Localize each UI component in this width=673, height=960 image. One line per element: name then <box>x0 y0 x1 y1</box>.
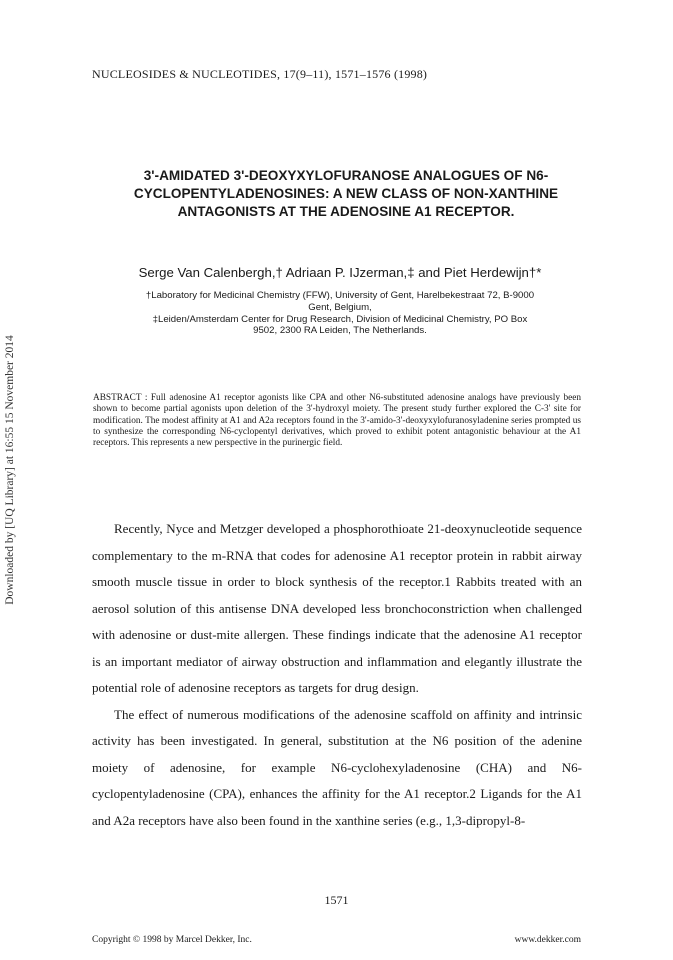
download-note-text: Downloaded by [UQ Library] at 16:55 15 November 2014 <box>4 335 16 605</box>
publisher-website: www.dekker.com <box>514 935 581 945</box>
page-number: 1571 <box>324 893 349 907</box>
title-line-1: 3'-AMIDATED 3'-DEOXYXYLOFURANOSE ANALOGUES OF N6- <box>143 168 549 183</box>
body-text <box>92 516 582 834</box>
download-watermark <box>0 0 20 960</box>
affiliations <box>110 290 570 337</box>
journal-header: NUCLEOSIDES & NUCLEOTIDES, 17(9–11), 1571–1576 (1998) <box>92 67 428 81</box>
body-paragraph-2: The effect of numerous modifications of the adenosine scaffold on affinity and intrinsic activity has been investigated. In general, substitution at the N6 position of the adenine moiety of adenosine, for example N6-cyclohexyladenosine (CHA) and N6-cyclopentyladenosine (CPA), enhances the affinity for the A1 receptor.2 Ligands for the A1 and A2a receptors have also been found in the xanthine series (e.g., 1,3-dipropyl-8- <box>92 706 582 828</box>
affiliation-line-2: Gent, Belgium, <box>308 301 372 313</box>
affiliation-line-1: †Laboratory for Medicinal Chemistry (FFW), University of Gent, Harelbekestraat 72, B-9000 <box>145 290 535 301</box>
title-line-3: ANTAGONISTS AT THE ADENOSINE A1 RECEPTOR. <box>177 204 515 219</box>
author-list: Serge Van Calenbergh,† Adriaan P. IJzerman,‡ and Piet Herdewijn†* <box>138 265 542 280</box>
affiliation-line-4: 9502, 2300 RA Leiden, The Netherlands. <box>253 325 427 337</box>
copyright-notice: Copyright © 1998 by Marcel Dekker, Inc. <box>92 935 252 945</box>
abstract: ABSTRACT : Full adenosine A1 receptor agonists like CPA and other N6-substituted adenosine analogs have previously been shown to become partial agonists upon deletion of the 3'-hydroxyl moiety. The present study further explored the C-3' site for modification. The modest affinity at A1 and A2a receptors found in the 3'-amido-3'-deoxyxylofuranosyladenine series prompted us to synthesize the corresponding N6-cyclopentyl derivatives, which proved to exhibit potent antagonistic behaviour at the A1 receptors. This represents a new perspective in the purinergic field. <box>93 393 581 449</box>
body-paragraph-1: Recently, Nyce and Metzger developed a phosphorothioate 21-deoxynucleotide sequence complementary to the m-RNA that codes for adenosine A1 receptor protein in rabbit airway smooth muscle tissue in order to block synthesis of the receptor.1 Rabbits treated with an aerosol solution of this antisense DNA developed less bronchoconstriction when challenged with adenosine or dust-mite allergen. These findings indicate that the adenosine A1 receptor is an important mediator of airway obstruction and inflammation and elegantly illustrate the potential role of adenosine receptors as targets for drug design. <box>92 521 582 695</box>
affiliation-line-3: ‡Leiden/Amsterdam Center for Drug Research, Division of Medicinal Chemistry, PO Box <box>152 313 528 325</box>
article-title <box>120 167 572 221</box>
title-line-2: CYCLOPENTYLADENOSINES: A NEW CLASS OF NON-XANTHINE <box>133 186 559 201</box>
